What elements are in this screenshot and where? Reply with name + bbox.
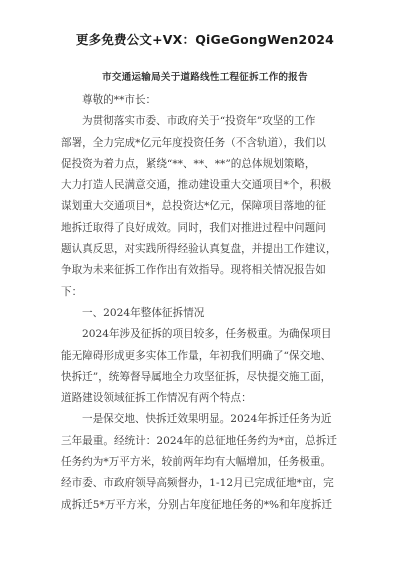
page-header-banner: 更多免费公文+VX：QiGeGongWen2024 [75, 32, 335, 47]
body-line: 一、2024年整体征拆情况 [82, 306, 205, 319]
body-line: 三年最重。经统计：2024年的总征地任务约为*亩，总拆迁 [61, 434, 337, 447]
body-line: 尊敬的**市长： [82, 94, 157, 106]
body-line: 部署，全力完成*亿元年度投资任务（不含轨道），我们以 [61, 136, 326, 149]
body-line: 能无障碍形成更多实体工作量，年初我们明确了“保交地、 [61, 349, 332, 362]
body-line: 快拆迁”，统筹督导属地全力攻坚征拆，尽快提交施工面， [61, 370, 332, 383]
body-line: 谋划重大交通项目*，总投资达*亿元，保障项目落地的征 [61, 200, 326, 213]
body-line: 成拆迁5*万平方米，分别占年度征地任务的*%和年度拆迁 [61, 498, 333, 511]
body-line: 地拆迁取得了良好成效。同时，我们对推进过程中问题问 [61, 221, 326, 234]
body-line: 2024年涉及征拆的项目较多，任务极重。为确保项目 [82, 328, 332, 341]
document-body [61, 90, 351, 516]
body-line: 促投资为着力点，紧绕“**、**、**”的总体规划策略， [61, 157, 316, 170]
body-line: 题认真反思，对实践所得经验认真复盘，并提出工作建议， [61, 243, 337, 256]
body-line: 一是保交地、快拆迁效果明显。2024年拆迁任务为近 [82, 413, 332, 426]
body-line: 道路建设领域征拆工作情况有两个特点： [61, 392, 252, 405]
body-line: 任务约为*万平方米，较前两年均有大幅增加，任务极重。 [61, 456, 332, 469]
body-line: 为贯彻落实市委、市政府关于“投资年”攻坚的工作 [82, 115, 316, 128]
body-line: 争取为未来征拆工作作出有效指导。现将相关情况报告如 [61, 264, 326, 277]
body-line: 下： [61, 285, 83, 298]
body-line: 大力打造人民满意交通，推动建设重大交通项目*个，积极 [61, 179, 332, 192]
body-line: 经市委、市政府领导高频督办，1-12月已完成征地*亩，完 [61, 477, 334, 490]
document-title: 市交通运输局关于道路线性工程征拆工作的报告 [102, 72, 308, 83]
